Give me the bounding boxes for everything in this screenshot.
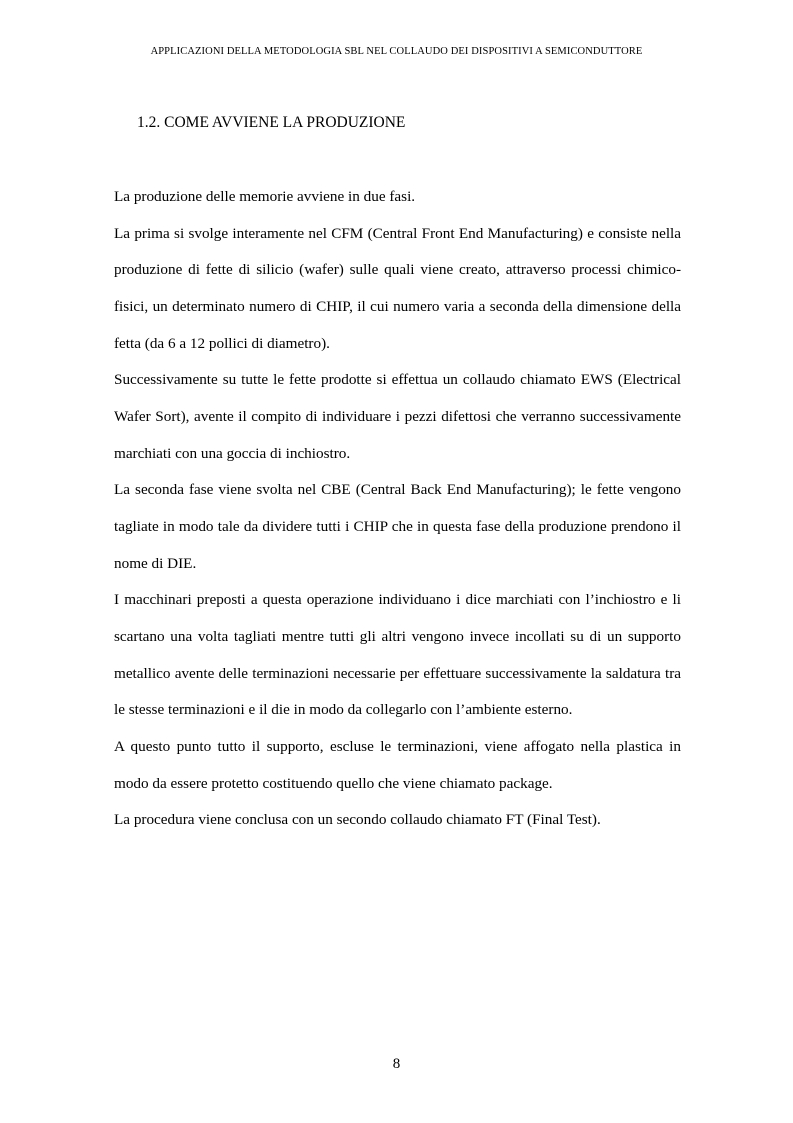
- paragraph: La produzione delle memorie avviene in due fasi.: [114, 188, 416, 205]
- paragraph: La prima si svolge interamente nel CFM (Central Front End Manufacturing) e consiste nella produzione di fette di silicio (wafer) sulle quali viene creato, attraverso processi chimico-fisici, un determinato numero di CHIP, il cui numero varia a seconda della dimensione della fetta (da 6 a 12 pollici di diametro).: [114, 224, 681, 352]
- paragraph: La seconda fase viene svolta nel CBE (Central Back End Manufacturing); le fette vengono tagliate in modo tale da dividere tutti i CHIP che in questa fase della produzione prendono il nome di DIE.: [114, 481, 681, 572]
- paragraph: La procedura viene conclusa con un secondo collaudo chiamato FT (Final Test).: [114, 811, 601, 829]
- paragraph: A questo punto tutto il supporto, escluse le terminazioni, viene affogato nella plastica in modo da essere protetto costituendo quello che viene chiamato package.: [114, 737, 681, 792]
- body-text: [114, 179, 681, 839]
- section-heading: 1.2. COME AVVIENE LA PRODUZIONE: [137, 114, 406, 131]
- page-number: 8: [392, 1056, 401, 1072]
- paragraph: I macchinari preposti a questa operazione individuano i dice marchiati con l’inchiostro e li scartano una volta tagliati mentre tutti gli altri vengono invece incollati su di un supporto metallico avente delle terminazioni necessarie per effettuare successivamente la saldatura tra le stesse terminazioni e il die in modo da collegarlo con l’ambiente esterno.: [114, 591, 681, 719]
- paragraph: Successivamente su tutte le fette prodotte si effettua un collaudo chiamato EWS (Electrical Wafer Sort), avente il compito di individuare i pezzi difettosi che verranno successivamente marchiati con una goccia di inchiostro.: [114, 371, 681, 462]
- running-header: APPLICAZIONI DELLA METODOLOGIA SBL NEL COLLAUDO DEI DISPOSITIVI A SEMICONDUTTORE: [150, 46, 643, 57]
